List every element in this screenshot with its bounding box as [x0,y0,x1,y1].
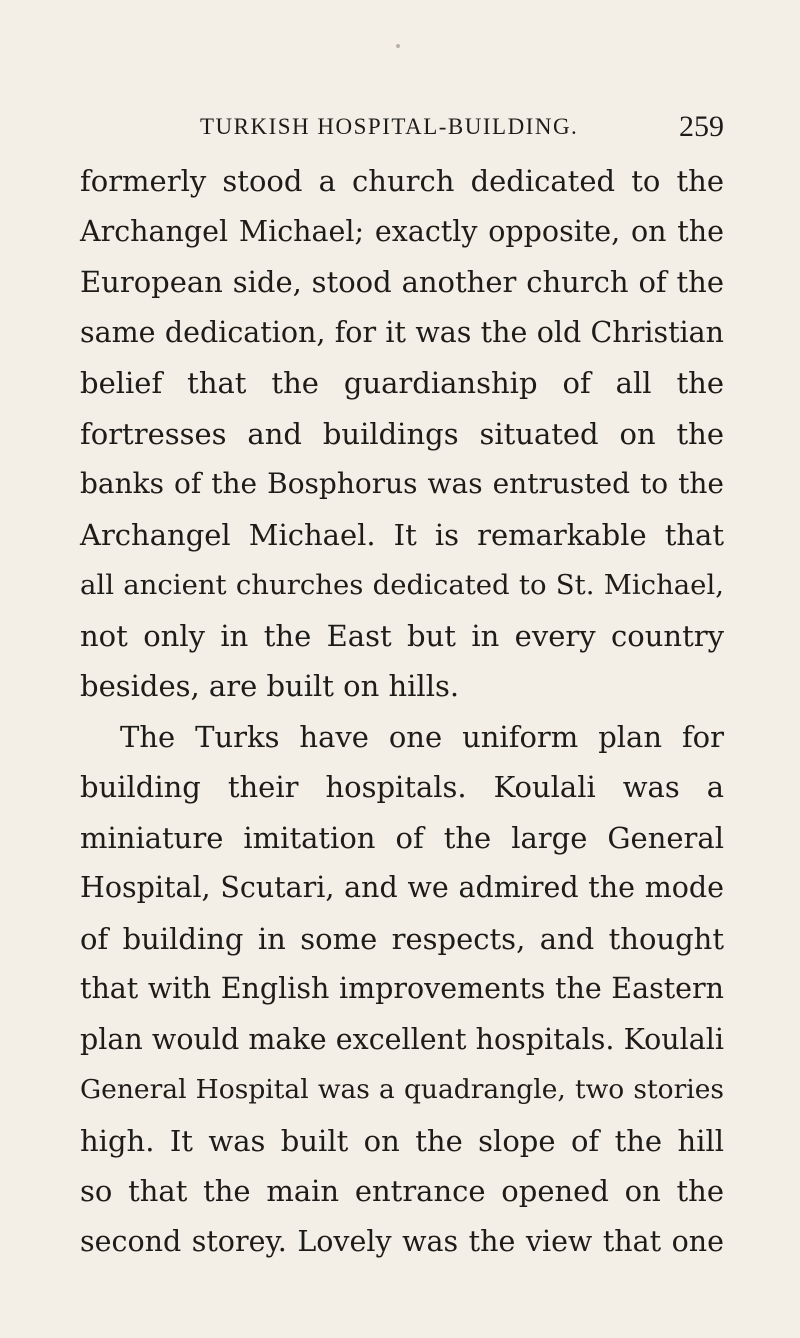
paper-speck [396,44,400,48]
text-line: Archangel Michael; exactly opposite, on the [80,214,724,248]
text-line: same dedication, for it was the old Christian [80,315,724,349]
text-line: all ancient churches dedicated to St. Michael, [80,569,724,601]
text-line: Hospital, Scutari, and we admired the mode [80,871,724,904]
text-line: so that the main entrance opened on the [80,1174,724,1208]
running-head [80,110,724,144]
text-line: formerly stood a church dedicated to the [80,164,724,198]
text-line: fortresses and buildings situated on the [80,416,724,451]
text-line: of building in some respects, and thought [80,921,724,956]
text-line: that with English improvements the Eastern [80,972,724,1005]
text-line: plan would make excellent hospitals. Koulali [80,1022,724,1056]
text-line: not only in the East but in every country [80,618,724,653]
page-number: 259 [679,110,724,143]
text-line: miniature imitation of the large General [80,820,724,855]
text-line: Archangel Michael. It is remarkable that [80,517,724,552]
text-line: high. It was built on the slope of the hill [80,1123,724,1158]
running-title: TURKISH HOSPITAL-BUILDING. [200,114,579,139]
text-line: European side, stood another church of the [80,265,724,299]
text-line: banks of the Bosphorus was entrusted to the [80,467,724,500]
text-line: General Hospital was a quadrangle, two stories [80,1074,724,1105]
paragraph-end-line: besides, are built on hills. [80,669,460,703]
body-text [80,159,724,1270]
text-line: belief that the guardianship of all the [80,366,724,400]
text-line: building their hospitals. Koulali was a [80,770,724,804]
paragraph-start-line: The Turks have one uniform plan for [120,719,724,754]
text-line: second storey. Lovely was the view that one [80,1224,724,1258]
